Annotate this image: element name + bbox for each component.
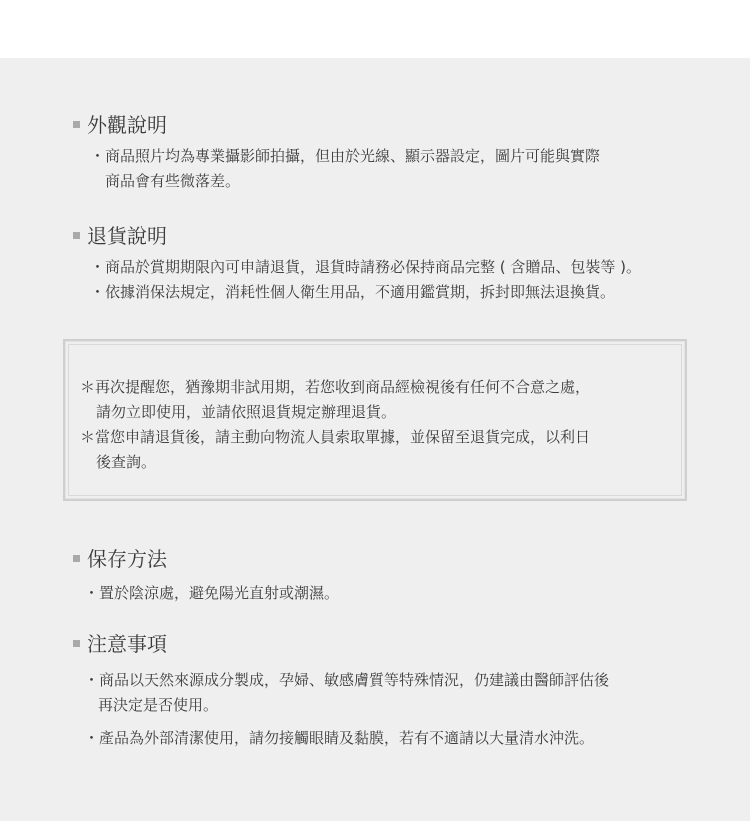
notice-line-1: ＊再次提醒您，猶豫期非試用期，若您收到商品經檢視後有任何不合意之處， [80, 378, 591, 396]
returns-line-1: ・商品於賞期期限內可申請退貨，退貨時請務必保持商品完整 ( 含贈品、包裝等 )。 [90, 258, 642, 276]
storage-line-1: ・置於陰涼處，避免陽光直射或潮濕。 [84, 584, 340, 602]
bullet-square-icon [73, 555, 80, 562]
cautions-line-3: ・產品為外部清潔使用，請勿接觸眼睛及黏膜，若有不適請以大量清水沖洗。 [84, 729, 595, 747]
cautions-line-1: ・商品以天然來源成分製成，孕婦、敏感膚質等特殊情況，仍建議由醫師評估後 [84, 671, 610, 689]
bullet-square-icon [73, 232, 80, 239]
returns-title: 退貨說明 [87, 224, 167, 248]
appearance-line-2: 商品會有些微落差。 [105, 172, 241, 190]
notice-line-2: 請勿立即使用，並請依照退貨規定辦理退貨。 [96, 403, 397, 421]
cautions-line-2: 再決定是否使用。 [98, 696, 219, 714]
notice-line-3: ＊當您申請退貨後，請主動向物流人員索取單據，並保留至退貨完成，以利日 [80, 428, 591, 446]
appearance-title: 外觀說明 [87, 113, 167, 137]
appearance-heading [73, 112, 167, 138]
appearance-line-1: ・商品照片均為專業攝影師拍攝，但由於光線、顯示器設定，圖片可能與實際 [90, 147, 601, 165]
returns-line-2: ・依據消保法規定，消耗性個人衛生用品，不適用鑑賞期，拆封即無法退換貨。 [90, 283, 616, 301]
notice-line-4: 後查詢。 [96, 453, 157, 471]
returns-heading [73, 223, 167, 249]
bullet-square-icon [73, 640, 80, 647]
storage-title: 保存方法 [87, 547, 167, 571]
bullet-square-icon [73, 121, 80, 128]
cautions-heading [73, 631, 167, 657]
cautions-title: 注意事項 [87, 632, 167, 656]
storage-heading [73, 546, 167, 572]
content-panel [0, 58, 750, 821]
